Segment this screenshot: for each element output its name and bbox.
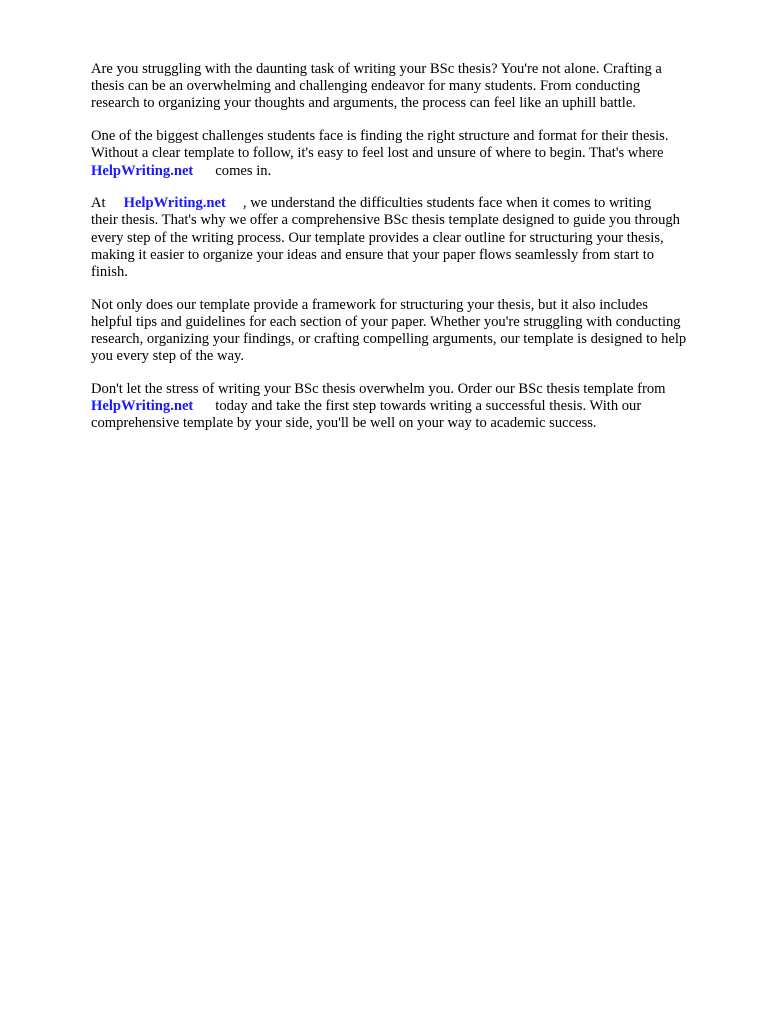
paragraph-challenges [91, 128, 731, 180]
paragraph-line: comprehensive template by your side, you'll be well on your way to academic success. [91, 415, 597, 432]
helpwriting-link[interactable]: HelpWriting.net [91, 398, 194, 415]
paragraph-line: Don't let the stress of writing your BSc thesis overwhelm you. Order our BSc thesis template from [91, 381, 666, 398]
helpwriting-link[interactable]: HelpWriting.net [123, 195, 226, 212]
paragraph-line: helpful tips and guidelines for each section of your paper. Whether you're struggling with conducting [91, 313, 681, 330]
paragraph-line: research to organizing your thoughts and arguments, the process can feel like an uphill battle. [91, 95, 636, 112]
paragraph-line: research, organizing your findings, or crafting compelling arguments, our template is designed to help [91, 331, 687, 348]
paragraph-line: making it easier to organize your ideas and ensure that your paper flows seamlessly from start to [91, 246, 655, 263]
paragraph-text: today and take the first step towards writing a successful thesis. With our [215, 398, 642, 415]
paragraph-line: finish. [91, 264, 128, 281]
paragraph-text: comes in. [215, 162, 272, 179]
paragraph-line: every step of the writing process. Our template provides a clear outline for structuring your thesis, [91, 229, 664, 246]
paragraph-line: Are you struggling with the daunting task of writing your BSc thesis? You're not alone. Crafting a [91, 61, 662, 77]
paragraph-call-to-action [91, 381, 731, 433]
paragraph-line: Without a clear template to follow, it's easy to feel lost and unsure of where to begin. That's where [91, 145, 664, 162]
paragraph-features [91, 297, 731, 366]
helpwriting-link[interactable]: HelpWriting.net [91, 162, 194, 179]
paragraph-line [91, 163, 731, 180]
paragraph-line: thesis can be an overwhelming and challenging endeavor for many students. From conducting [91, 78, 641, 95]
paragraph-line [91, 195, 731, 212]
paragraph-text: , we understand the difficulties students face when it comes to writing [242, 195, 652, 212]
paragraph-line: One of the biggest challenges students face is finding the right structure and format for their thesis. [91, 128, 669, 145]
paragraph-text: At [91, 195, 106, 212]
paragraph-line: Not only does our template provide a framework for structuring your thesis, but it also includes [91, 296, 648, 313]
paragraph-line: you every step of the way. [91, 348, 245, 365]
paragraph-line: their thesis. That's why we offer a comprehensive BSc thesis template designed to guide you through [91, 212, 680, 229]
paragraph-line [91, 398, 731, 415]
paragraph-offer [91, 195, 731, 281]
document-body [91, 61, 731, 448]
paragraph-intro [91, 61, 731, 113]
